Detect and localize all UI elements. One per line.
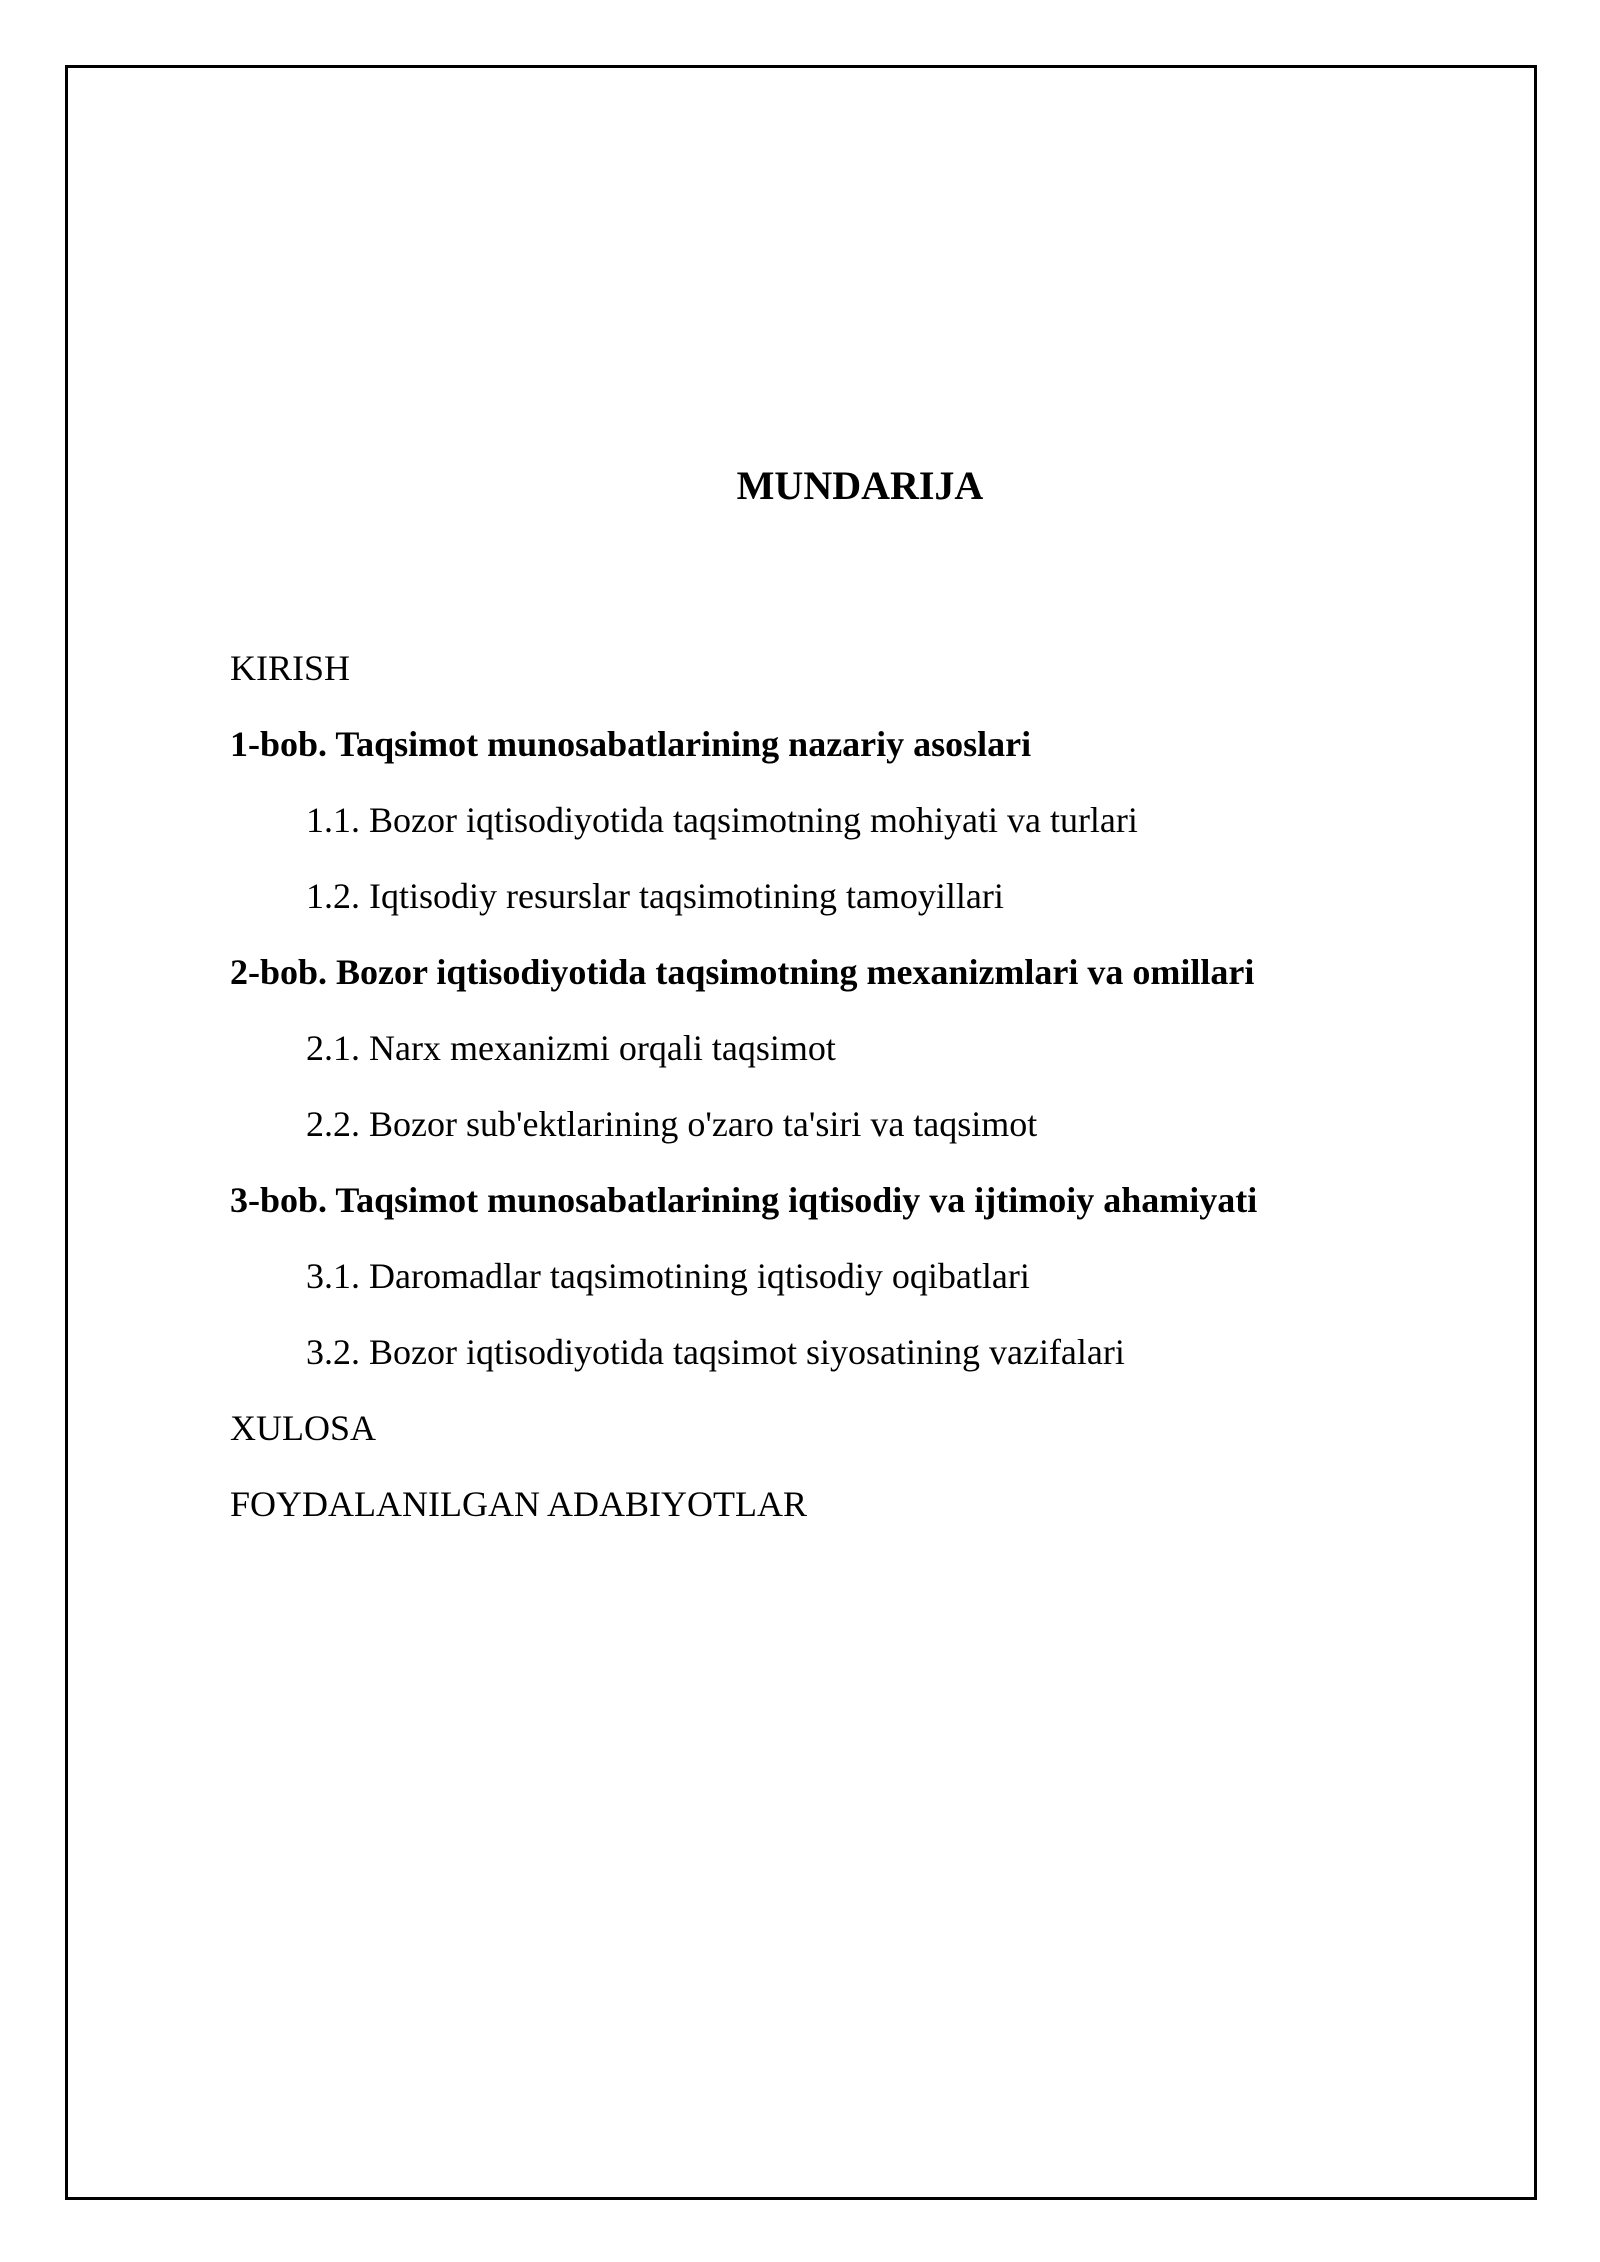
- toc-section-1-2: 1.2. Iqtisodiy resurslar taqsimotining tamoyillari: [306, 876, 1004, 916]
- toc-entry-xulosa: XULOSA: [230, 1408, 377, 1448]
- toc-section-2-1: 2.1. Narx mexanizmi orqali taqsimot: [306, 1028, 836, 1068]
- toc-entry-kirish: KIRISH: [230, 648, 351, 688]
- toc-title: MUNDARIJA: [736, 463, 984, 508]
- toc-section-2-2: 2.2. Bozor sub'ektlarining o'zaro ta'siri va taqsimot: [306, 1104, 1038, 1144]
- toc-section-3-2: 3.2. Bozor iqtisodiyotida taqsimot siyosatining vazifalari: [306, 1332, 1125, 1372]
- table-of-contents: [230, 641, 1510, 1553]
- toc-chapter-2: 2-bob. Bozor iqtisodiyotida taqsimotning mexanizmlari va omillari: [230, 952, 1255, 992]
- toc-chapter-1: 1-bob. Taqsimot munosabatlarining nazariy asoslari: [230, 724, 1032, 764]
- toc-entry-references: FOYDALANILGAN ADABIYOTLAR: [230, 1484, 807, 1524]
- toc-section-3-1: 3.1. Daromadlar taqsimotining iqtisodiy oqibatlari: [306, 1256, 1030, 1296]
- toc-chapter-3: 3-bob. Taqsimot munosabatlarining iqtisodiy va ijtimoiy ahamiyati: [230, 1180, 1258, 1220]
- toc-section-1-1: 1.1. Bozor iqtisodiyotida taqsimotning mohiyati va turlari: [306, 800, 1138, 840]
